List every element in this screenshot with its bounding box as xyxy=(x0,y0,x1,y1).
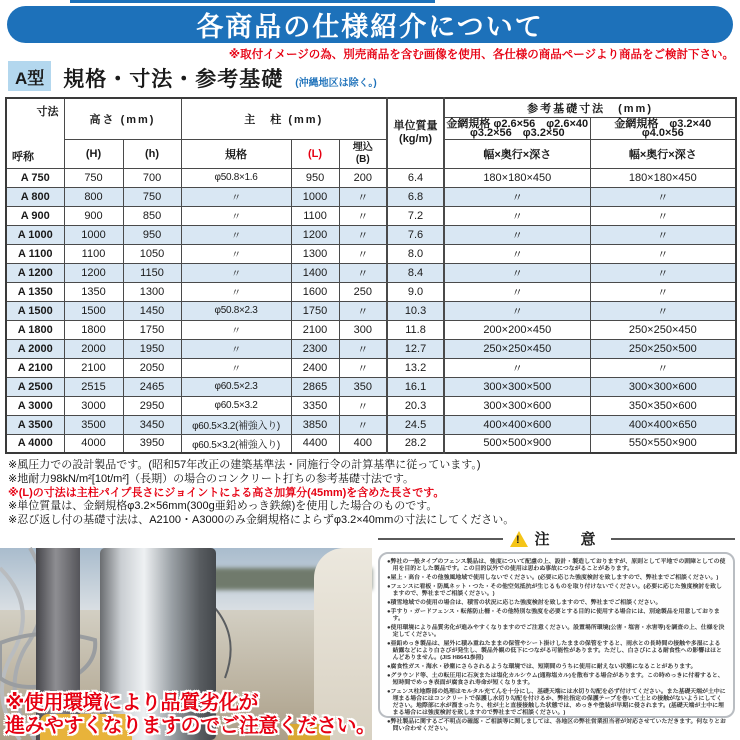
table-cell: 〃 xyxy=(181,320,291,339)
table-cell: 3950 xyxy=(123,434,181,453)
table-row xyxy=(6,225,736,244)
table-cell: 200×200×450 xyxy=(444,320,590,339)
table-row xyxy=(6,339,736,358)
table-cell: A 3500 xyxy=(6,415,64,434)
col-header-dims-1: 幅×奥行×深さ xyxy=(444,140,590,168)
col-header-spec: 規格 xyxy=(181,140,291,168)
pillar-group-header: 主 柱 (mm) xyxy=(181,98,387,140)
table-cell: 〃 xyxy=(444,206,590,225)
table-cell: A 1000 xyxy=(6,225,64,244)
table-cell: 200 xyxy=(339,168,387,187)
base-dims-group-header: 参考基礎寸法 (mm) xyxy=(444,98,736,118)
spec-table xyxy=(5,97,737,454)
section-heading xyxy=(8,61,377,91)
table-cell: A 1200 xyxy=(6,263,64,282)
table-cell: 1300 xyxy=(291,244,339,263)
table-cell: 1800 xyxy=(64,320,123,339)
table-row xyxy=(6,168,736,187)
caution-bullet: ●亜鉛めっき製品は、屋外に積み重ねたままの保管やシート掛けしたままの保管をすると、雨水との長時間の接触や多湿による結露などにより白さびが発生し、製品外観の低下につながる可能性があります。ただし、白さびによる耐食性への影響はほとんどありません。(JIS H8641参照) xyxy=(387,641,722,661)
table-cell: 1950 xyxy=(123,339,181,358)
table-cell: 1000 xyxy=(64,225,123,244)
table-cell: A 1100 xyxy=(6,244,64,263)
table-cell: 3850 xyxy=(291,415,339,434)
table-cell: 13.2 xyxy=(387,358,444,377)
top-edge-strip xyxy=(70,0,435,3)
mesh-spec-1-line2: φ3.2×56 φ3.2×50 xyxy=(469,126,565,139)
table-cell: A 2500 xyxy=(6,377,64,396)
table-cell: A 900 xyxy=(6,206,64,225)
table-cell: 350 xyxy=(339,377,387,396)
table-cell: 250×250×450 xyxy=(590,320,736,339)
page-title: 各商品の仕様紹介について xyxy=(196,12,544,42)
table-cell: 〃 xyxy=(444,263,590,282)
table-cell: 〃 xyxy=(181,206,291,225)
corner-label-dimension: 寸法 xyxy=(36,106,59,118)
table-cell: 4000 xyxy=(64,434,123,453)
table-cell: 〃 xyxy=(444,282,590,301)
table-cell: 〃 xyxy=(181,225,291,244)
table-cell: 〃 xyxy=(590,263,736,282)
table-cell: 〃 xyxy=(590,358,736,377)
embed-label: 埋込 xyxy=(352,141,373,153)
height-group-header: 高さ (mm) xyxy=(64,98,181,140)
table-cell: 〃 xyxy=(444,187,590,206)
table-cell: 2000 xyxy=(64,339,123,358)
table-cell: 750 xyxy=(64,168,123,187)
table-row xyxy=(6,301,736,320)
caution-bullet: ●屋上・高台・その他強風地域で使用しないでください。(必要に応じた強度検討を致しますので、弊社までご相談ください。) xyxy=(387,575,719,581)
table-cell: 1050 xyxy=(123,244,181,263)
table-cell: 〃 xyxy=(181,263,291,282)
attachment-note: ※取付イメージの為、別売商品を含む画像を使用、各仕様の商品ページより商品をご検討下さい。 xyxy=(228,49,734,61)
caption-line-2: 進みやすくなりますのでご注意ください。 xyxy=(5,715,376,737)
table-cell: 2515 xyxy=(64,377,123,396)
table-cell: 300×300×600 xyxy=(590,377,736,396)
table-cell: 1450 xyxy=(123,301,181,320)
table-cell: 300 xyxy=(339,320,387,339)
footnote: ※忍び返し付の基礎寸法は、A2100・A3000のみ金網規格によらずφ3.2×40mmの寸法にしてください。 xyxy=(8,514,515,527)
col-header-h: (h) xyxy=(123,140,181,168)
table-cell: 900 xyxy=(64,206,123,225)
table-cell: 〃 xyxy=(444,225,590,244)
table-cell: 1350 xyxy=(64,282,123,301)
caution-box xyxy=(378,552,735,732)
fence-post-photo xyxy=(0,548,376,740)
corner-label-name: 呼称 xyxy=(12,150,34,163)
table-cell: 〃 xyxy=(444,358,590,377)
table-cell: 400×400×600 xyxy=(444,415,590,434)
table-cell: 250×250×450 xyxy=(444,339,590,358)
table-row xyxy=(6,187,736,206)
title-banner xyxy=(7,6,733,43)
table-cell: 180×180×450 xyxy=(590,168,736,187)
table-cell: φ50.8×2.3 xyxy=(181,301,291,320)
table-row xyxy=(6,396,736,415)
table-cell: 〃 xyxy=(339,415,387,434)
warning-triangle-icon: ! xyxy=(510,531,528,547)
section-title: 規格・寸法・参考基礎 xyxy=(63,68,284,91)
unit-mass-label: 単位質量 xyxy=(393,120,438,133)
footnotes xyxy=(8,459,514,528)
table-cell: 〃 xyxy=(444,244,590,263)
table-cell: 1100 xyxy=(64,244,123,263)
table-cell: 2465 xyxy=(123,377,181,396)
table-cell: 10.3 xyxy=(387,301,444,320)
table-cell: 1400 xyxy=(291,263,339,282)
unit-mass-unit: (kg/m) xyxy=(399,133,433,146)
caution-header xyxy=(378,528,735,549)
table-cell: 3350 xyxy=(291,396,339,415)
table-cell: 24.5 xyxy=(387,415,444,434)
caution-bullet: ●弊社の一般タイプのフェンス製品は、強度について配慮の上、設計・製造しておりますが、原則として平地での囲障としての使用を目的とした製品です。この目的以外での使用は思わぬ事故につながることがあります。 xyxy=(387,559,726,572)
table-cell: 〃 xyxy=(590,225,736,244)
table-cell: 〃 xyxy=(339,187,387,206)
table-cell: 16.1 xyxy=(387,377,444,396)
table-cell: A 1350 xyxy=(6,282,64,301)
caution-bullet: ●使用環境により品質劣化が進みやすくなりますのでご注意ください。設置場所環境(公害・塩害・水害等)を調査の上、仕様を決定してください。 xyxy=(387,625,725,639)
table-cell: 8.4 xyxy=(387,263,444,282)
table-cell: 550×550×900 xyxy=(590,434,736,453)
table-cell: 〃 xyxy=(181,244,291,263)
footnote: ※地耐力98kN/m²[10t/m²]（長期）の場合のコンクリート打ちの参考基礎寸法です。 xyxy=(8,472,414,485)
col-header-dims-2: 幅×奥行×深さ xyxy=(590,140,736,168)
table-cell: 400×400×650 xyxy=(590,415,736,434)
table-cell: 〃 xyxy=(590,301,736,320)
table-cell: 7.6 xyxy=(387,225,444,244)
table-cell: 20.3 xyxy=(387,396,444,415)
table-cell: 1750 xyxy=(123,320,181,339)
table-cell: φ60.5×2.3 xyxy=(181,377,291,396)
table-cell: 2100 xyxy=(291,320,339,339)
table-cell: 4400 xyxy=(291,434,339,453)
table-cell: 180×180×450 xyxy=(444,168,590,187)
table-cell: 3000 xyxy=(64,396,123,415)
col-header-H: (H) xyxy=(64,140,123,168)
table-cell: 〃 xyxy=(444,301,590,320)
table-cell: A 750 xyxy=(6,168,64,187)
table-cell: 950 xyxy=(123,225,181,244)
table-cell: 950 xyxy=(291,168,339,187)
table-cell: 1150 xyxy=(123,263,181,282)
footnote: ※風圧力での設計製品です。(昭和57年改正の建築基準法・同施行令の計算基準に従っています。) xyxy=(8,459,481,471)
table-cell: 2100 xyxy=(64,358,123,377)
table-cell: 2400 xyxy=(291,358,339,377)
table-row xyxy=(6,282,736,301)
caution-bullet: ●グラウンド等、土の転圧用に石灰または塩化カルシウム(通称塩カル)を散布する場合があります。この時めっきに付着すると、短時間でめっき表面が腐食され寿命が短くなります。 xyxy=(387,673,724,687)
table-cell: 1500 xyxy=(64,301,123,320)
table-cell: 1200 xyxy=(291,225,339,244)
table-cell: φ50.8×1.6 xyxy=(181,168,291,187)
table-cell: 1750 xyxy=(291,301,339,320)
table-cell: A 1800 xyxy=(6,320,64,339)
table-row xyxy=(6,263,736,282)
table-cell: 3500 xyxy=(64,415,123,434)
table-row xyxy=(6,206,736,225)
table-cell: 3450 xyxy=(123,415,181,434)
table-cell: 〃 xyxy=(590,206,736,225)
table-cell: 250×250×500 xyxy=(590,339,736,358)
caption-line-1: ※使用環境により品質劣化が xyxy=(5,692,258,714)
table-cell: 350×350×600 xyxy=(590,396,736,415)
table-cell: 700 xyxy=(123,168,181,187)
table-cell: 250 xyxy=(339,282,387,301)
table-cell: 〃 xyxy=(339,358,387,377)
mesh-spec-header-2: 金網規格 φ3.2×40 φ4.0×56 xyxy=(590,118,736,140)
caution-bullet: ●フェンス柱地際部の処理はモルタル充てんを十分にし、基礎天端には水切り勾配を必ず付けてください。また基礎天端が土中に埋まる場合にはコンクリートで保護し水切り勾配を付けるか、弊社指定の保護テープを巻いて土との接触がないようにしてください。地際部に水が溜まったり、柱が土と直接接触した状態では、めっきや塗装が早期に侵されます。(基礎天端が土中に埋まる場合には強度検討を致しますので弊社までご相談ください。) xyxy=(387,689,726,716)
col-header-embed xyxy=(339,140,387,168)
spec-table-body xyxy=(6,168,736,453)
table-cell: 400 xyxy=(339,434,387,453)
table-cell: 〃 xyxy=(181,358,291,377)
table-cell: 〃 xyxy=(590,244,736,263)
unit-mass-header xyxy=(387,98,444,168)
table-cell: 2950 xyxy=(123,396,181,415)
col-header-L: (L) xyxy=(291,140,339,168)
table-cell: A 4000 xyxy=(6,434,64,453)
table-cell: 1200 xyxy=(64,263,123,282)
table-cell: 800 xyxy=(64,187,123,206)
table-cell: A 3000 xyxy=(6,396,64,415)
table-cell: 〃 xyxy=(339,396,387,415)
table-cell: 300×300×500 xyxy=(444,377,590,396)
table-cell: 2300 xyxy=(291,339,339,358)
caution-rule-right xyxy=(611,538,736,540)
table-cell: 850 xyxy=(123,206,181,225)
table-cell: 1100 xyxy=(291,206,339,225)
table-cell: 300×300×600 xyxy=(444,396,590,415)
table-row xyxy=(6,415,736,434)
table-cell: A 800 xyxy=(6,187,64,206)
mesh-spec-header-1 xyxy=(444,118,590,140)
corner-header-cell xyxy=(6,98,64,168)
table-cell: 〃 xyxy=(590,282,736,301)
caution-bullet: ●フェンスに看板・防風ネット・つた・その他空気抵抗が生じるものを取り付けないでください。(必要に応じた強度検討を致しますので、弊社までご相談ください。) xyxy=(387,584,722,597)
table-row xyxy=(6,320,736,339)
table-row xyxy=(6,244,736,263)
caution-section xyxy=(378,528,735,732)
table-cell: φ60.5×3.2 xyxy=(181,396,291,415)
table-cell: A 1500 xyxy=(6,301,64,320)
caution-bullet: ●積雪地域での使用の場合は、積雪の状況に応じた強度検討を致しますので、弊社までご相談ください。 xyxy=(387,600,662,607)
photo-warning-caption xyxy=(5,692,376,738)
table-cell: 6.8 xyxy=(387,187,444,206)
table-cell: 28.2 xyxy=(387,434,444,453)
table-cell: 〃 xyxy=(339,339,387,358)
table-cell: 7.2 xyxy=(387,206,444,225)
table-cell: 〃 xyxy=(181,339,291,358)
type-a-badge: A型 xyxy=(8,61,51,91)
table-row xyxy=(6,434,736,453)
table-cell: 500×500×900 xyxy=(444,434,590,453)
table-cell: 〃 xyxy=(181,282,291,301)
table-cell: A 2000 xyxy=(6,339,64,358)
table-cell: 1300 xyxy=(123,282,181,301)
table-cell: 〃 xyxy=(339,263,387,282)
table-cell: 12.7 xyxy=(387,339,444,358)
table-cell: 〃 xyxy=(181,187,291,206)
table-cell: 2865 xyxy=(291,377,339,396)
table-cell: 〃 xyxy=(339,244,387,263)
table-cell: φ60.5×3.2(補強入り) xyxy=(181,434,291,453)
table-cell: 1600 xyxy=(291,282,339,301)
table-cell: 〃 xyxy=(339,225,387,244)
table-cell: 1000 xyxy=(291,187,339,206)
table-cell: φ60.5×3.2(補強入り) xyxy=(181,415,291,434)
footnote: ※単位質量は、金網規格φ3.2×56mm(300g亜鉛めっき鉄線)を使用した場合のものです。 xyxy=(8,500,438,513)
table-row xyxy=(6,377,736,396)
table-cell: 〃 xyxy=(339,301,387,320)
caution-bullet: ●手すり・ガードフェンス・転落防止柵・その他特別な強度を必要とする目的に使用する場合には、別途製品を用意しております。 xyxy=(387,609,720,623)
caution-title: 注 意 xyxy=(534,531,604,548)
caution-rule-left xyxy=(378,538,503,540)
mesh-spec-1-line1: 金網規格 φ2.6×56 φ2.6×40 xyxy=(446,117,589,130)
table-cell: 750 xyxy=(123,187,181,206)
footnote: ※(L)の寸法は主柱パイプ長さにジョイントによる高さ加算分(45mm)を含めた長さです。 xyxy=(8,486,445,499)
embed-unit: (B) xyxy=(355,153,370,165)
table-cell: 11.8 xyxy=(387,320,444,339)
table-row xyxy=(6,358,736,377)
table-cell: 9.0 xyxy=(387,282,444,301)
table-cell: 6.4 xyxy=(387,168,444,187)
okinawa-exclusion-note: (沖縄地区は除く。) xyxy=(295,78,377,89)
table-cell: 2050 xyxy=(123,358,181,377)
table-cell: 〃 xyxy=(339,206,387,225)
caution-bullet: ●腐食性ガス・海水・砂塵にさらされるような環境では、短期間のうちに使用に耐えない状態になることがあります。 xyxy=(387,664,697,671)
table-cell: A 2100 xyxy=(6,358,64,377)
table-cell: 〃 xyxy=(590,187,736,206)
table-cell: 8.0 xyxy=(387,244,444,263)
caution-bullet: ●弊社製品に関するご不明点の確認・ご相談等に関しましては、各地区の弊社営業担当者が対応させていただきます。何なりとお問い合わせください。 xyxy=(387,719,726,732)
